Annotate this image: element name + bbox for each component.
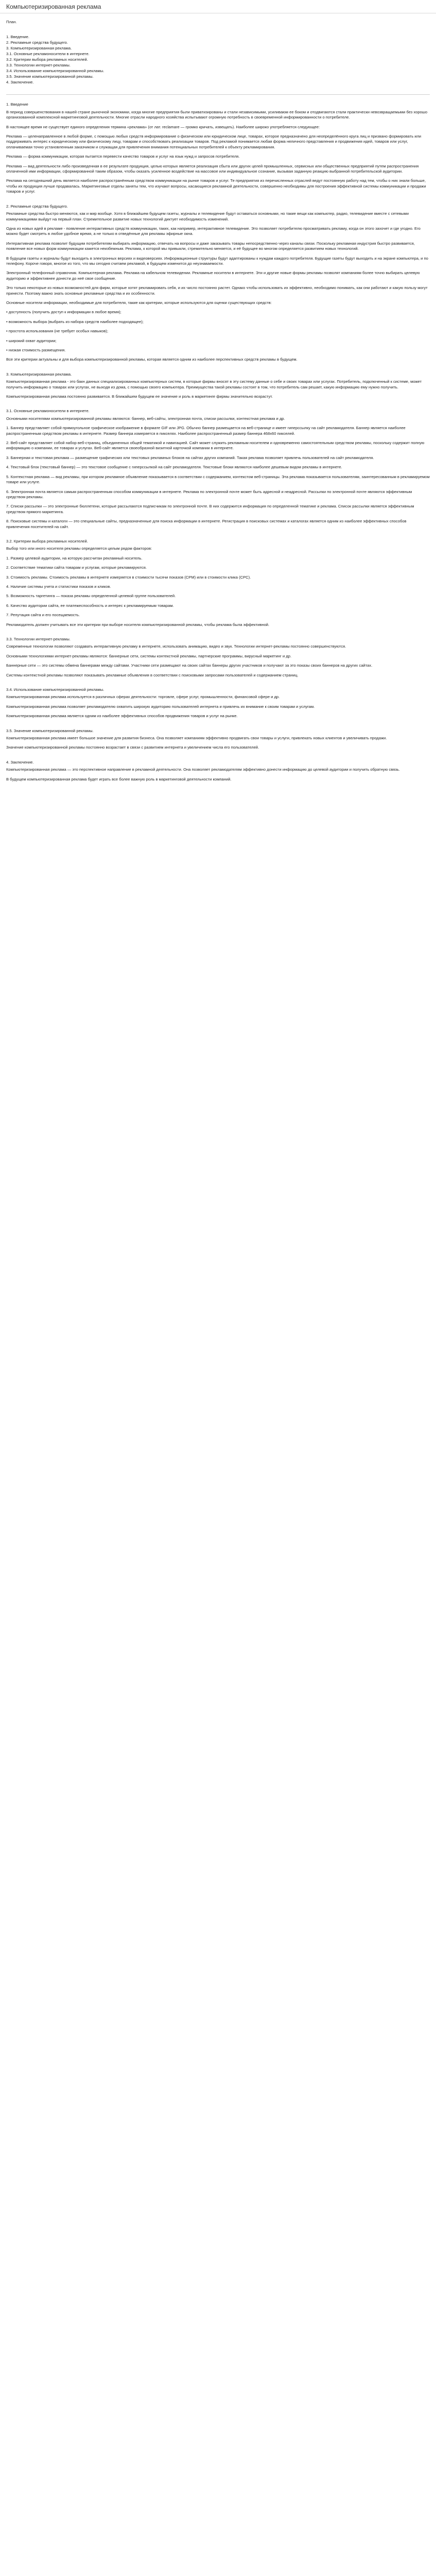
paragraph-gap: [6, 223, 430, 226]
section: [6, 637, 430, 682]
paragraph: Компьютеризированная реклама - это бакн данных специализированных компьютерных систем, в которые фирмы вносят в эту систему данные о себе и своих товарах или услугах. Потребитель, подключенный к системе, может получить информацию о товарах или услугах, не выходя из дома, с помощью своего компьютера. Преимущества такой рекламы состоят в том, что потребитель сам решает, какую информацию ему нужно получить.: [6, 379, 422, 389]
paragraph-gap: [6, 500, 430, 504]
toc-item: 3.2. Критерии выбора рекламных носителей.: [6, 57, 88, 62]
paragraph: 5. Контекстная реклама — вид рекламы, при котором рекламное объявление показывается в соответствии с содержанием, контекстом веб-страницы. Эта реклама показывается пользователям, заинтересованным в рекламируемом товаре или услуге.: [6, 474, 430, 485]
paragraph-gap: [6, 195, 430, 199]
toc-item: 1. Введение.: [6, 35, 29, 40]
paragraph: Компьютеризированная реклама позволяет рекламодателю охватить широкую аудиторию пользователей интернета и привлечь их внимание к своим товарам и услугам.: [6, 704, 315, 709]
paragraph-gap: [6, 628, 430, 632]
paragraph: В настоящее время не существует единого определения термина «реклама» (от лат. reclamare — громко кричать, извещать). Наиболее широко употребляется следующее:: [6, 124, 320, 129]
paragraph: Компьютеризированная реклама является одним из наиболее эффективных способов продвижения товаров и услуг на рынке.: [6, 714, 238, 719]
paragraph: • доступность (получить доступ к информации в любое время);: [6, 310, 121, 315]
paragraph: • возможность выбора (выбрать из набора средств наиболее подходящее);: [6, 319, 144, 324]
toc-item: 3.1. Основные рекламоносители в интернете.: [6, 52, 90, 57]
paragraph: 2. Веб-сайт представляет собой набор веб-страниц, объединенных общей тематикой и навигацией. Сайт может служить рекламным носителем и одновременно самостоятельным средством рекламы, поскольку содержит полную информацию о компании, ее товарах и услугах. Веб-сайт является своеобразной визитной карточкой компании в интернете.: [6, 440, 425, 451]
paragraph: 8. Поисковые системы и каталоги — это специальные сайты, предназначенные для поиска информации в интернете. Регистрация в поисковых системах и каталогах является одним из наиболее эффективных способов привлечения посетителей на сайт.: [6, 519, 407, 529]
paragraph-gap: [6, 619, 430, 622]
paragraph-gap: [6, 297, 430, 300]
section: [6, 687, 430, 723]
section: [6, 372, 430, 404]
paragraph-gap: [6, 669, 430, 673]
paragraph: В будущем компьютеризированная реклама будет играть все более важную роль в маркетинговой деятельности компаний.: [6, 776, 232, 782]
paragraph-gap: [6, 400, 430, 403]
paragraph: 6. Качество аудитории сайта, ее платежеспособность и интерес к рекламируемым товарам.: [6, 603, 174, 608]
paragraph-gap: [6, 238, 430, 241]
paragraph: 2. Соответствие тематики сайта товарам и услугам, которые рекламируются.: [6, 565, 147, 570]
section: [6, 409, 430, 534]
paragraph: 1. Размер целевой аудитории, на которую рассчитан рекламный носитель.: [6, 555, 143, 561]
paragraph: В будущем газеты и журналы будут выходить в электронных версиях и видеоверсиях. Информационные структуры будут адаптированы к нуждам каждого потребителя. Будущие газеты будут выходить и на экране компьютера, и по телефону. Короче говоря, многое из того, что мы сегодня считаем рекламой, в будущем изменится до неузнаваемости.: [6, 256, 428, 266]
paragraph-gap: [6, 600, 430, 603]
paragraph-gap: [6, 530, 430, 534]
paragraph-gap: [6, 659, 430, 663]
section-heading: 3.3. Технологии интернет-рекламы.: [6, 637, 71, 641]
paragraph-gap: [6, 306, 430, 310]
paragraph-gap: [6, 741, 430, 745]
paragraph: Основными технологиями интернет-рекламы являются: баннерные сети, системы контекстной рекламы, партнерские программы, вирусный маркетинг и др.: [6, 653, 292, 658]
document-header: [0, 0, 436, 13]
paragraph: Значение компьютеризированной рекламы постоянно возрастает в связи с развитием интернета и увеличением числа его пользователей.: [6, 745, 259, 750]
paragraph-gap: [6, 130, 430, 134]
paragraph: Реклама на сегодняшний день является наиболее распространённым средством коммуникации на рынке товаров и услуг. Те предприятия из перечисленных отраслей ведут постоянную работу над тем, чтобы о них знали больше, чтобы их продукция лучше продавалась. Маркетинговые отделы заняты тем, что изучают вопросы, касающиеся рекламной деятельности, совершенно необходимы для построения эффективной системы коммуникации и продажи товаров и услуг.: [6, 178, 426, 194]
paragraph-gap: [6, 571, 430, 575]
toc-item: 2. Рекламные средства будущего.: [6, 40, 68, 45]
paragraph-gap: [6, 150, 430, 154]
paragraph: Выбор того или иного носителя рекламы определяется целым рядом факторов:: [6, 546, 152, 551]
paragraph: Основные носители информации, необходимые для потребителя, такие как критерии, которые используются для оценки существующих средств:: [6, 300, 272, 305]
paragraph: Рекламные средства быстро меняются, как и мир вообще. Хотя в ближайшем будущем газеты, журналы и телевидение будут оставаться основными, но такие вещи как компьютер, радио, телевидение вместе с сетевыми коммуникациями выйдут на первый план. Стремительное развитие новых технологий диктует необходимость изменений.: [6, 211, 409, 222]
paragraph-gap: [6, 175, 430, 178]
paragraph: • широкий охват аудитории;: [6, 338, 57, 343]
toc-item: 4. Заключение.: [6, 80, 34, 85]
paragraph: Реклама — вид деятельности либо произведенная в ее результате продукция, целью которых является реализация сбыта или других целей промышленных, сервисных или общественных предприятий путем распространения оплаченной ими информации, сформированной таким образом, чтобы оказать усиленное воздействие на массовое или индивидуальное сознание, вызывая заданную реакцию выбранной потребительской аудитории.: [6, 163, 419, 174]
paragraph: Компьютеризированная реклама имеет большое значение для развития бизнеса. Она позволяет компаниям эффективно продвигать свои товары и услуги, привлекать новых клиентов и увеличивать продажи.: [6, 736, 387, 741]
section-heading: 3.1. Основные рекламоносители в интернете.: [6, 409, 90, 414]
paragraph-gap: [6, 363, 430, 367]
paragraph-gap: [6, 353, 430, 357]
paragraph: Компьютеризированная реклама используется в различных сферах деятельности: торговле, сфере услуг, промышленности, финансовой сфере и др.: [6, 694, 280, 700]
paragraph-gap: [6, 751, 430, 755]
paragraph-gap: [6, 316, 430, 319]
paragraph: • низкая стоимость размещения.: [6, 348, 66, 352]
paragraph: Компьютеризированная реклама постоянно развивается. В ближайшем будущем ее значение и роль в маркетинге фирмы значительно возрастут.: [6, 394, 273, 399]
section-heading: 3.4. Использование компьютеризированной рекламы.: [6, 687, 104, 692]
paragraph-gap: [6, 679, 430, 682]
paragraph-gap: [6, 701, 430, 704]
section: [6, 539, 430, 632]
paragraph: 5. Возможность таргетинга — показа рекламы определенной целевой группе пользователей.: [6, 594, 176, 599]
section-heading: 2. Рекламные средства будущего.: [6, 204, 68, 209]
paragraph: 4. Текстовый блок (текстовый баннер) — это текстовое сообщение с гиперссылкой на сайт рекламодателя. Текстовые блоки являются наиболее дешевым видом рекламы в интернете.: [6, 465, 342, 470]
paragraph-gap: [6, 650, 430, 654]
paragraph-gap: [6, 552, 430, 556]
section-heading: 3.5. Значение компьютеризированной рекламы.: [6, 728, 94, 733]
paragraph-gap: [6, 581, 430, 584]
paragraph-gap: [6, 562, 430, 565]
divider: [6, 94, 430, 95]
paragraph-gap: [6, 437, 430, 440]
paragraph-gap: [6, 773, 430, 777]
paragraph: Баннерные сети — это системы обмена баннерами между сайтами. Участники сети размещают на своих сайтах баннеры других участников и получают за это показы своих баннеров на других сайтах.: [6, 663, 373, 668]
paragraph-gap: [6, 422, 430, 426]
paragraph: 4. Наличие системы учета и статистики показов и кликов.: [6, 584, 111, 589]
toc-item: 3.3. Технологии интернет-рекламы.: [6, 63, 71, 68]
paragraph: Интерактивная реклама позволит будущим потребителям выбирать информацию, отвечать на вопросы и даже заказывать товары непосредственно через каналы связи. Поскольку рекламная индустрия быстро развивается, появление все новых форм коммуникации кажется неизбежным. Реклама, к которой мы привыкли, стремительно меняется, и её будущее во многом определяется развитием новых технологий.: [6, 241, 415, 251]
paragraph: Рекламодатель должен учитывать все эти критерии при выборе носителя компьютеризированной рекламы, чтобы реклама была эффективной.: [6, 622, 270, 627]
section-heading: 4. Заключение.: [6, 759, 34, 765]
paragraph: Современные технологии позволяют создавать интерактивную рекламу в интернете, использовать анимацию, видео и звук. Технологии интернет-рекламы постоянно совершенствуются.: [6, 644, 346, 649]
toc-item: 3. Компьютеризированная реклама.: [6, 46, 72, 51]
document-body: [0, 13, 436, 786]
paragraph: 6. Электронная почта является самым распространенным способом коммуникации в интернете. Реклама по электронной почте может быть адресной и неадресной. Рассылки по электронной почте являются эффективным средством рекламы.: [6, 489, 412, 499]
paragraph-gap: [6, 344, 430, 348]
paragraph: 3. Баннерная и текстовая реклама — размещение графических или текстовых рекламных блоков на сайтах других компаний. Такая реклама позволяет привлечь пользователей на сайт рекламодателя.: [6, 455, 374, 460]
paragraph: 3. Стоимость рекламы. Стоимость рекламы в интернете измеряется в стоимости тысячи показов (CPM) или в стоимости клика (CPC).: [6, 574, 251, 580]
paragraph-gap: [6, 783, 430, 786]
paragraph: Одна из новых идей в рекламе - появление интерактивных средств коммуникации, таких, как например, интерактивное телевидение. Это позволяет потребителю просматривать рекламу, когда он этого захочет и где угодно. Его можно будет смотреть в любое удобное время, а не только в отведённые для рекламы эфирные окна.: [6, 226, 421, 236]
paragraph-gap: [6, 471, 430, 474]
paragraph: 7. Репутация сайта и его посещаемость.: [6, 613, 80, 618]
section: [6, 760, 430, 786]
paragraph: Это только некоторые из новых возможностей для фирм, которые хотят рекламировать себя, и их число постоянно растет. Однако чтобы использовать их эффективно, необходимо понимать, как они работают и какую пользу могут принести. Поэтому важно знать основные рекламные средства и их особенности.: [6, 285, 428, 296]
section: [6, 728, 430, 755]
paragraph: Системы контекстной рекламы позволяют показывать рекламные объявления в соответствии с поисковыми запросами пользователей и содержанием страниц.: [6, 672, 299, 677]
paragraph-gap: [6, 720, 430, 723]
paragraph: Электронный телефонный справочник. Компьютерная реклама. Реклама на кабельном телевидении. Рекламные носители в интернете. Эти и другие новые формы рекламы позволят компаниям более точно выбирать целевую аудиторию и эффективнее донести до неё свое сообщение.: [6, 270, 420, 281]
paragraph-gap: [6, 515, 430, 519]
section-heading: 1. Введение: [6, 102, 28, 107]
toc-item: 3.4. Использование компьютеризированной рекламы.: [6, 69, 104, 74]
document-sections: [6, 102, 430, 786]
paragraph-gap: [6, 391, 430, 394]
paragraph-gap: [6, 267, 430, 270]
paragraph-gap: [6, 121, 430, 125]
paragraph-gap: [6, 590, 430, 594]
paragraph: 1. Баннер представляет собой прямоугольное графическое изображение в формате GIF или JPG. Обычно баннер размещается на веб-странице и имеет гиперссылку на сайт рекламодателя. Баннер является наиболее распространенным средством рекламы в интернете. Размер баннера измеряется в пикселях. Наиболее распространенный размер баннера 468x60 пикселей.: [6, 426, 406, 436]
paragraph-gap: [6, 252, 430, 256]
section: [6, 102, 430, 198]
paragraph: • простота использования (не требует особых навыков);: [6, 329, 108, 334]
plan-label: План.: [6, 20, 17, 24]
paragraph-gap: [6, 609, 430, 613]
toc-item: 3.5. Значение компьютеризированной рекламы.: [6, 74, 94, 79]
paragraph-gap: [6, 335, 430, 338]
section: [6, 204, 430, 367]
section-heading: 3.2. Критерии выбора рекламных носителей.: [6, 538, 88, 544]
paragraph-gap: [6, 486, 430, 489]
paragraph: 7. Списки рассылки — это электронные бюллетени, которые рассылаются подписчикам по электронной почте. В них содержится информация по определенной тематике и реклама. Список рассылки является эффективным средством прямого маркетинга.: [6, 504, 414, 514]
paragraph: Реклама — форма коммуникации, которая пытается перевести качество товаров и услуг на язык нужд и запросов потребителя.: [6, 154, 240, 159]
paragraph-gap: [6, 452, 430, 455]
document-title: Компьютеризированная реклама: [6, 3, 101, 10]
paragraph: Основными носителями компьютеризированной рекламы являются: баннер, веб-сайты, электронная почта, списки рассылки, контекстная реклама и др.: [6, 416, 285, 421]
paragraph: Все эти критерии актуальны и для выбора компьютеризированной рекламы, которая является одним из наиболее перспективных средств рекламы в будущем.: [6, 357, 298, 362]
paragraph-gap: [6, 325, 430, 329]
paragraph-gap: [6, 160, 430, 164]
table-of-contents: [6, 34, 430, 85]
paragraph-gap: [6, 461, 430, 465]
paragraph: Реклама — целенаправленное в любой форме, с помощью любых средств информирование о физическом или юридическом лице, товарах, которое предназначено для неопределённого круга лиц и призвано формировать или поддерживать интерес к юридическому или физическому лицу, товарам и способствовать реализации товаров. Под рекламой понимается любая форма неличного представления и продвижения идей, товаров или услуг, оплачиваемая точно установленным заказчиком и служащая для привлечения внимания потенциальных потребителей к объекту рекламирования.: [6, 134, 422, 149]
paragraph-gap: [6, 282, 430, 285]
section-heading: 3. Компьютеризированная реклама.: [6, 371, 72, 377]
paragraph: Компьютеризированная реклама — это перспективное направление в рекламной деятельности. Она позволяет рекламодателям эффективно донести информацию до целевой аудитории и получить обратную связь.: [6, 767, 400, 772]
paragraph: В период совершенствования в нашей стране рыночной экономики, когда многие предприятия были приватизированы и стали независимыми, усиливаюм ее боком и отодвигаются стали практически невозвращаемыми без хорошо организованной комплексной маркетинговой деятельности. Многие отрасли народного хозяйства испытывают огромную потребность в своевременной информированности о потребителе.: [6, 109, 428, 120]
paragraph-gap: [6, 710, 430, 714]
